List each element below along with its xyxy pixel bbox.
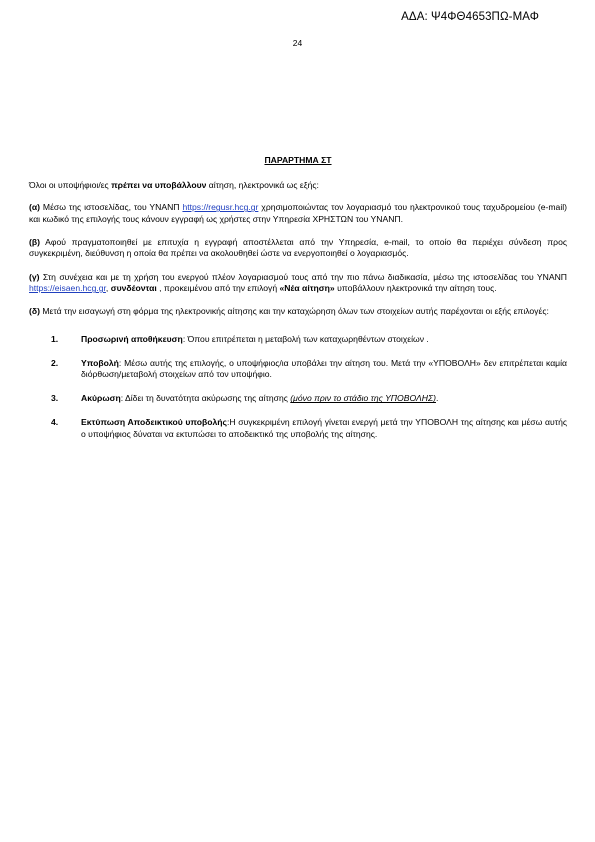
paragraph-c-label: (γ)	[29, 271, 40, 282]
option-description: :Η συγκεκριμένη επιλογή γίνεται ενεργή μετά την ΥΠΟΒΟΛΗ της αίτησης και μέσω αυτής ο υποψήφιος δύναται να εκτυπώσει το αποδεικτικό της υποβολής της αίτησης.	[81, 417, 567, 439]
intro-text-start: Όλοι οι υποψήφιοι/ες	[29, 179, 112, 190]
intro-text-end: αίτηση, ηλεκτρονικά ως εξής:	[206, 179, 319, 190]
option-term: Υποβολή	[81, 357, 119, 368]
paragraph-c	[29, 272, 567, 295]
option-cancel	[29, 393, 567, 405]
paragraph-d-label: (δ)	[29, 306, 40, 317]
option-cancel-end: .	[435, 393, 439, 404]
paragraph-d	[29, 306, 567, 318]
paragraph-c-text-start: Στη συνέχεια και με τη χρήση του ενεργού πλέον λογαριασμού τους από την πιο πάνω διαδικασία, μέσω της ιστοσελίδας του ΥΝΑΝΠ	[39, 271, 567, 282]
page-number: 24	[292, 38, 303, 48]
paragraph-b-label: (β)	[29, 236, 40, 247]
document-body	[29, 155, 567, 453]
option-number: 4.	[51, 417, 59, 428]
intro-paragraph	[29, 180, 567, 192]
option-number: 2.	[51, 357, 59, 368]
paragraph-c-connect: συνδέονται	[110, 283, 157, 294]
option-term: Ακύρωση	[81, 393, 121, 404]
option-cancel-note: (μόνο πριν το στάδιο της ΥΠΟΒΟΛΗΣ)	[290, 393, 436, 404]
annex-title: ΠΑΡΑΡΤΗΜΑ ΣΤ	[264, 155, 332, 165]
paragraph-c-text-end: υποβάλλουν ηλεκτρονικά την αίτηση τους.	[334, 283, 497, 294]
paragraph-b-text: Αφού πραγματοποιηθεί με επιτυχία η εγγραφή αποστέλλεται από την Υπηρεσία, e-mail, το οποίο θα περιέχει σύνδεση προς συγκεκριμένη, διεύθυνση η οποία θα πρέπει να ακολουθηθεί ώστε να ενεργοποιηθεί ο λογαριασμός.	[29, 236, 567, 259]
paragraph-c-text-middle: , προκειμένου από την επιλογή	[156, 283, 280, 294]
paragraph-a-text-end: χρησιμοποιώντας τον λογαριασμό του ηλεκτρονικού τους ταχυδρομείου (e-mail) και κωδικό της επιλογής τους κάνουν εγγραφή ως χρήστες στην Υπηρεσία ΧΡΗΣΤΩΝ του ΥΝΑΝΠ.	[29, 202, 567, 224]
regusr-link[interactable]: https://regusr.hcg.gr	[182, 202, 259, 213]
eisaen-link[interactable]: https://eisaen.hcg.gr	[29, 283, 106, 294]
paragraph-c-comma: ,	[105, 283, 111, 294]
option-description: : Μέσω αυτής της επιλογής, ο υποψήφιος/ια υποβάλει την αίτηση του. Μετά την «ΥΠΟΒΟΛΗ» δεν επιτρέπεται καμία διόρθωση/μεταβολή στοιχείων από τον υποψήφιο.	[81, 357, 567, 380]
option-print-receipt	[29, 417, 567, 440]
option-term: Εκτύπωση Αποδεικτικού υποβολής	[81, 417, 227, 428]
paragraph-c-new-application: «Νέα αίτηση»	[279, 283, 335, 294]
option-description: : Δίδει τη δυνατότητα ακύρωσης της αίτησης	[120, 393, 291, 404]
option-temporary-save	[29, 334, 567, 346]
intro-emphasis: πρέπει να υποβάλλουν	[111, 179, 207, 190]
options-list	[29, 334, 567, 441]
option-term: Προσωρινή αποθήκευση	[81, 333, 183, 344]
paragraph-a	[29, 202, 567, 225]
paragraph-a-label: (α)	[29, 202, 41, 213]
option-submit	[29, 358, 567, 381]
option-number: 1.	[51, 333, 59, 344]
option-description: : Όπου επιτρέπεται η μεταβολή των καταχωρηθέντων στοιχείων .	[182, 333, 429, 344]
option-number: 3.	[51, 393, 59, 404]
paragraph-b	[29, 237, 567, 260]
paragraph-a-text-start: Μέσω της ιστοσελίδας, του ΥΝΑΝΠ	[40, 202, 183, 213]
paragraph-d-text: Μετά την εισαγωγή στη φόρμα της ηλεκτρονικής αίτησης και την καταχώρηση όλων των στοιχείων αυτής παρέχονται οι εξής επιλογές:	[39, 306, 549, 317]
ada-code: ΑΔΑ: Ψ4ΦΘ4653ΠΩ-ΜΑΦ	[401, 11, 539, 23]
